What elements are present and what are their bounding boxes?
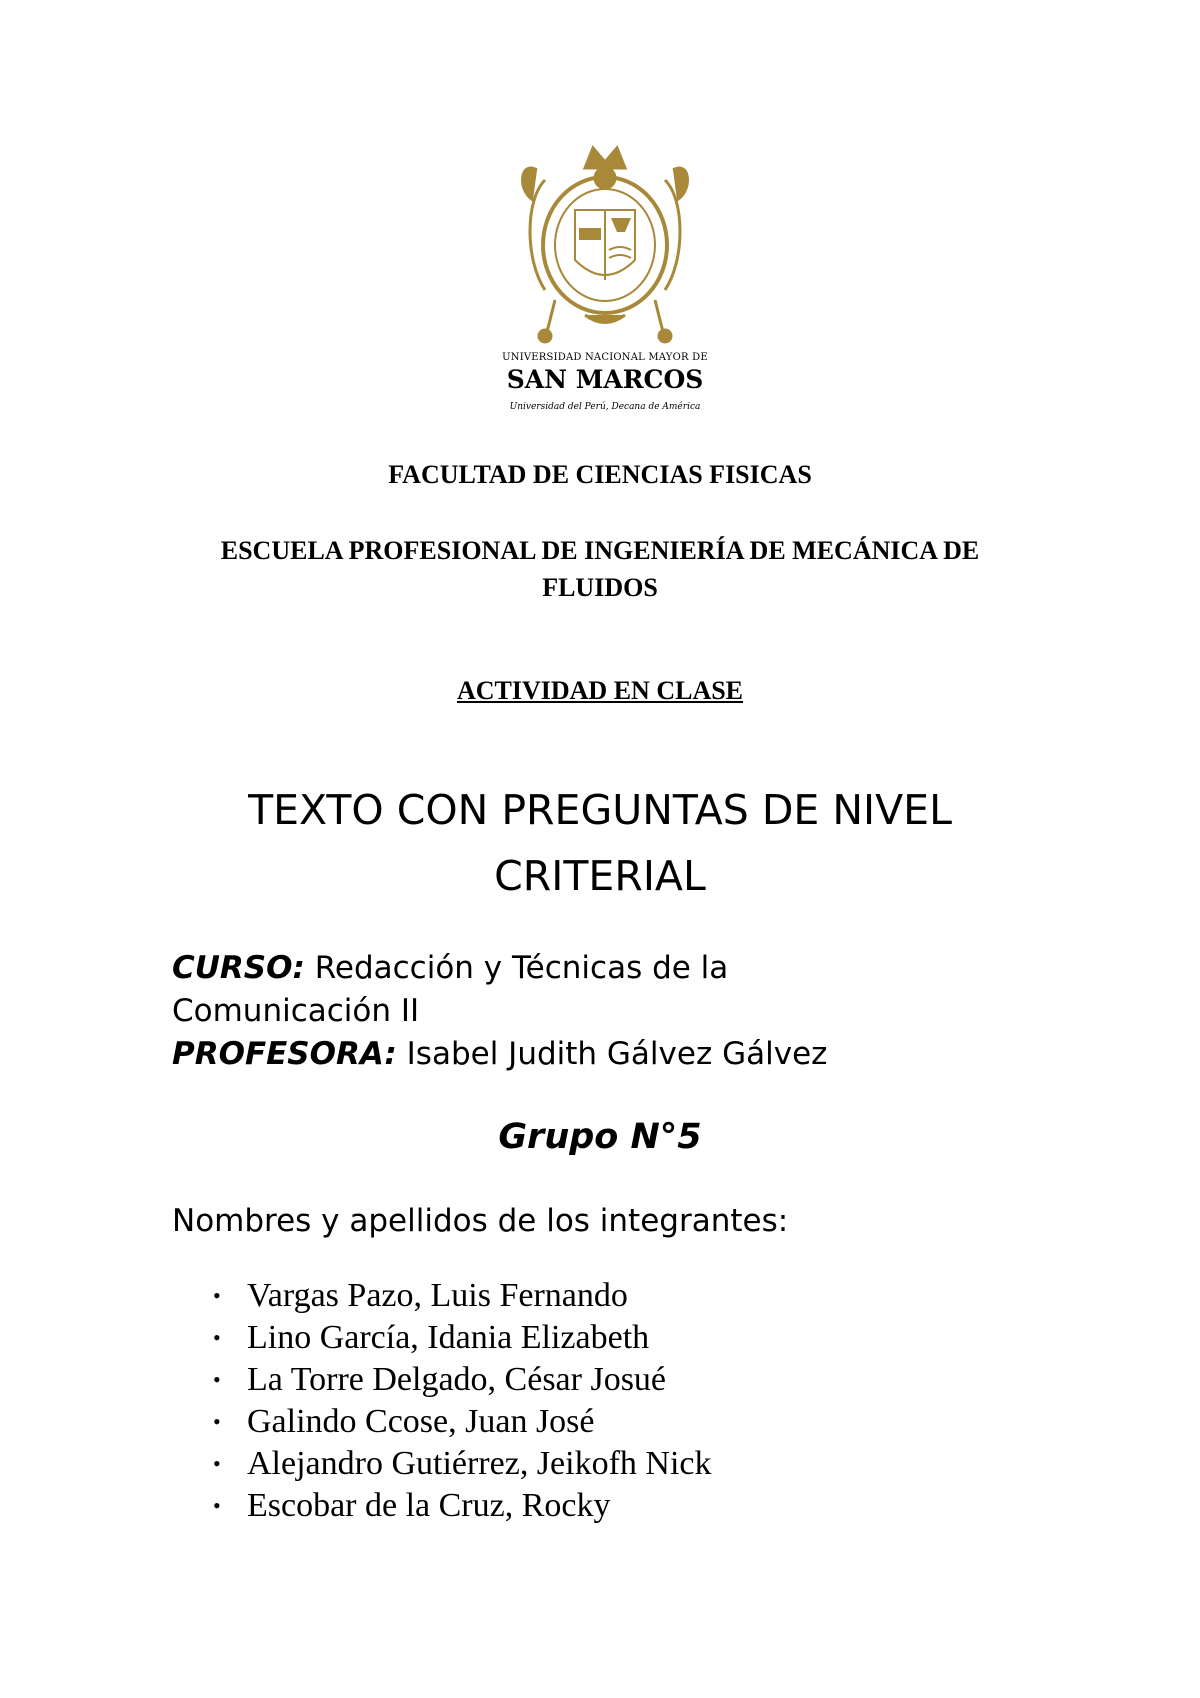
document-title-line2: CRITERIAL: [494, 852, 706, 900]
course-value-line1: Redacción y Técnicas de la: [304, 950, 729, 986]
member-name: Escobar de la Cruz, Rocky: [247, 1487, 611, 1524]
list-item: [200, 1359, 712, 1401]
list-item: [200, 1275, 712, 1317]
member-name: La Torre Delgado, César Josué: [247, 1361, 667, 1398]
bullet-icon: •: [213, 1493, 221, 1518]
group-heading: Grupo N°5: [498, 1117, 702, 1157]
course-value-line2: Comunicación II: [172, 993, 420, 1029]
teacher-line: [172, 1036, 827, 1072]
course-label: CURSO:: [172, 950, 305, 986]
faculty-heading: FACULTAD DE CIENCIAS FISICAS: [388, 460, 812, 489]
university-logo: [500, 140, 710, 420]
list-item: [200, 1317, 712, 1359]
list-item: [200, 1485, 712, 1527]
teacher-label: PROFESORA:: [172, 1036, 397, 1072]
logo-university-label: UNIVERSIDAD NACIONAL MAYOR DE: [502, 352, 708, 363]
members-title: Nombres y apellidos de los integrantes:: [172, 1203, 789, 1239]
list-item: [200, 1443, 712, 1485]
member-name: Lino García, Idania Elizabeth: [247, 1319, 650, 1356]
bullet-icon: •: [213, 1409, 221, 1434]
member-name: Vargas Pazo, Luis Fernando: [247, 1277, 628, 1314]
member-name: Galindo Ccose, Juan José: [247, 1403, 595, 1440]
course-line: [172, 950, 728, 986]
document-title-line1: TEXTO CON PREGUNTAS DE NIVEL: [248, 786, 952, 834]
bullet-icon: •: [213, 1367, 221, 1392]
members-list: [200, 1275, 712, 1527]
school-heading-line1: ESCUELA PROFESIONAL DE INGENIERÍA DE MECÁNICA DE: [220, 536, 980, 565]
teacher-value: Isabel Judith Gálvez Gálvez: [396, 1036, 828, 1072]
bullet-icon: •: [213, 1283, 221, 1308]
list-item: [200, 1401, 712, 1443]
logo-tagline: Universidad del Perú, Decana de América: [509, 402, 701, 412]
bullet-icon: •: [213, 1325, 221, 1350]
school-heading-line2: FLUIDOS: [542, 573, 658, 602]
activity-heading: ACTIVIDAD EN CLASE: [456, 676, 744, 705]
bullet-icon: •: [213, 1451, 221, 1476]
member-name: Alejandro Gutiérrez, Jeikofh Nick: [247, 1445, 712, 1482]
university-seal-icon: [515, 140, 695, 346]
logo-university-name: SAN MARCOS: [506, 365, 704, 394]
